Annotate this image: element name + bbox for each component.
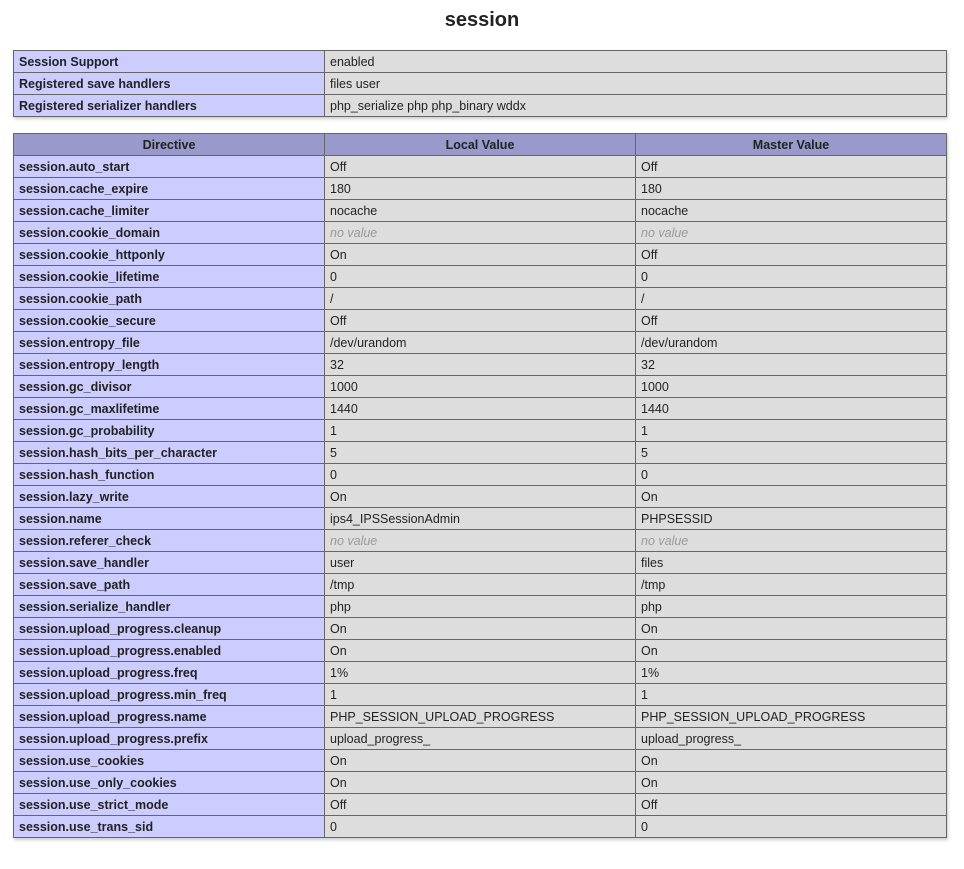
local-value-column-header: Local Value xyxy=(325,134,636,156)
directive-master-value: Off xyxy=(636,244,947,266)
directive-local-value xyxy=(325,222,636,244)
directive-name: session.cookie_path xyxy=(14,288,325,310)
directive-local-value: On xyxy=(325,618,636,640)
support-row xyxy=(14,51,947,73)
directive-local-value: ips4_IPSSessionAdmin xyxy=(325,508,636,530)
directive-name: session.use_cookies xyxy=(14,750,325,772)
directive-row xyxy=(14,376,947,398)
support-label: Registered save handlers xyxy=(14,73,325,95)
directive-name: session.gc_divisor xyxy=(14,376,325,398)
directive-local-value: 0 xyxy=(325,816,636,838)
directive-local-value: 1 xyxy=(325,420,636,442)
directive-row xyxy=(14,420,947,442)
directive-name: session.name xyxy=(14,508,325,530)
directive-master-value: PHPSESSID xyxy=(636,508,947,530)
directive-local-value xyxy=(325,530,636,552)
directive-name: session.hash_bits_per_character xyxy=(14,442,325,464)
directive-row xyxy=(14,662,947,684)
directive-master-value: php xyxy=(636,596,947,618)
directive-row xyxy=(14,640,947,662)
directive-master-value: 1% xyxy=(636,662,947,684)
directive-name: session.referer_check xyxy=(14,530,325,552)
directive-name: session.upload_progress.name xyxy=(14,706,325,728)
page-title: session xyxy=(444,9,520,31)
no-value-placeholder: no value xyxy=(641,225,689,240)
directive-name: session.upload_progress.cleanup xyxy=(14,618,325,640)
directive-master-value: 0 xyxy=(636,266,947,288)
directive-row xyxy=(14,332,947,354)
directive-local-value: Off xyxy=(325,794,636,816)
directive-name: session.gc_maxlifetime xyxy=(14,398,325,420)
no-value-placeholder: no value xyxy=(641,533,689,548)
directive-master-value: nocache xyxy=(636,200,947,222)
directive-master-value: / xyxy=(636,288,947,310)
directive-master-value: On xyxy=(636,618,947,640)
directive-local-value: On xyxy=(325,486,636,508)
directive-name: session.upload_progress.min_freq xyxy=(14,684,325,706)
directive-master-value xyxy=(636,530,947,552)
directive-master-value: upload_progress_ xyxy=(636,728,947,750)
directive-row xyxy=(14,728,947,750)
directive-row xyxy=(14,178,947,200)
directive-local-value: 32 xyxy=(325,354,636,376)
support-value: enabled xyxy=(325,51,947,73)
directive-row xyxy=(14,354,947,376)
directive-name: session.save_handler xyxy=(14,552,325,574)
directive-name: session.cookie_httponly xyxy=(14,244,325,266)
directive-name: session.use_only_cookies xyxy=(14,772,325,794)
directive-local-value: upload_progress_ xyxy=(325,728,636,750)
directive-master-value: /tmp xyxy=(636,574,947,596)
directive-local-value: 1% xyxy=(325,662,636,684)
directive-master-value: 0 xyxy=(636,816,947,838)
directive-name: session.cache_expire xyxy=(14,178,325,200)
directive-name: session.cookie_domain xyxy=(14,222,325,244)
directive-row xyxy=(14,244,947,266)
directive-row xyxy=(14,288,947,310)
directive-local-value: On xyxy=(325,244,636,266)
directive-master-value: On xyxy=(636,486,947,508)
support-label: Registered serializer handlers xyxy=(14,95,325,117)
directive-row xyxy=(14,222,947,244)
directive-row xyxy=(14,486,947,508)
directive-row xyxy=(14,816,947,838)
directive-master-value: On xyxy=(636,772,947,794)
directive-name: session.auto_start xyxy=(14,156,325,178)
directive-row xyxy=(14,794,947,816)
directive-name: session.save_path xyxy=(14,574,325,596)
directive-master-value: 1440 xyxy=(636,398,947,420)
directive-row xyxy=(14,464,947,486)
directive-row xyxy=(14,398,947,420)
support-label: Session Support xyxy=(14,51,325,73)
directive-row xyxy=(14,530,947,552)
directive-local-value: 0 xyxy=(325,266,636,288)
directive-name: session.cache_limiter xyxy=(14,200,325,222)
support-row xyxy=(14,73,947,95)
directive-row xyxy=(14,508,947,530)
directive-master-value: On xyxy=(636,750,947,772)
directive-name: session.cookie_lifetime xyxy=(14,266,325,288)
directive-master-value: 180 xyxy=(636,178,947,200)
session-support-table xyxy=(13,50,947,117)
directive-local-value: 1000 xyxy=(325,376,636,398)
directive-name: session.lazy_write xyxy=(14,486,325,508)
directive-local-value: 1 xyxy=(325,684,636,706)
support-value: php_serialize php php_binary wddx xyxy=(325,95,947,117)
directive-local-value: On xyxy=(325,640,636,662)
directive-name: session.use_strict_mode xyxy=(14,794,325,816)
directive-local-value: / xyxy=(325,288,636,310)
directive-master-value xyxy=(636,222,947,244)
directive-local-value: 0 xyxy=(325,464,636,486)
directive-name: session.hash_function xyxy=(14,464,325,486)
directive-row xyxy=(14,750,947,772)
directive-local-value: /dev/urandom xyxy=(325,332,636,354)
directive-master-value: 1 xyxy=(636,420,947,442)
directive-name: session.gc_probability xyxy=(14,420,325,442)
directive-name: session.cookie_secure xyxy=(14,310,325,332)
directive-master-value: 0 xyxy=(636,464,947,486)
support-value: files user xyxy=(325,73,947,95)
directive-master-value: Off xyxy=(636,310,947,332)
directive-local-value: Off xyxy=(325,156,636,178)
directive-name: session.upload_progress.freq xyxy=(14,662,325,684)
session-directives-table xyxy=(13,133,947,838)
directive-name: session.upload_progress.enabled xyxy=(14,640,325,662)
directive-master-value: PHP_SESSION_UPLOAD_PROGRESS xyxy=(636,706,947,728)
directive-column-header: Directive xyxy=(14,134,325,156)
directive-name: session.entropy_file xyxy=(14,332,325,354)
directive-local-value: 180 xyxy=(325,178,636,200)
directive-local-value: Off xyxy=(325,310,636,332)
directive-master-value: files xyxy=(636,552,947,574)
directive-local-value: nocache xyxy=(325,200,636,222)
master-value-column-header: Master Value xyxy=(636,134,947,156)
directive-master-value: 32 xyxy=(636,354,947,376)
support-row xyxy=(14,95,947,117)
directive-row xyxy=(14,706,947,728)
directive-row xyxy=(14,574,947,596)
directive-row xyxy=(14,772,947,794)
directive-row xyxy=(14,618,947,640)
directive-master-value: 5 xyxy=(636,442,947,464)
directive-master-value: /dev/urandom xyxy=(636,332,947,354)
directive-local-value: php xyxy=(325,596,636,618)
no-value-placeholder: no value xyxy=(330,225,378,240)
directive-name: session.use_trans_sid xyxy=(14,816,325,838)
directive-local-value: /tmp xyxy=(325,574,636,596)
directive-local-value: On xyxy=(325,750,636,772)
directive-row xyxy=(14,596,947,618)
directive-local-value: 1440 xyxy=(325,398,636,420)
directive-master-value: Off xyxy=(636,794,947,816)
directive-master-value: On xyxy=(636,640,947,662)
directive-row xyxy=(14,442,947,464)
directive-local-value: 5 xyxy=(325,442,636,464)
directive-local-value: On xyxy=(325,772,636,794)
directive-row xyxy=(14,552,947,574)
directive-local-value: PHP_SESSION_UPLOAD_PROGRESS xyxy=(325,706,636,728)
directive-row xyxy=(14,156,947,178)
directive-master-value: 1000 xyxy=(636,376,947,398)
directive-name: session.serialize_handler xyxy=(14,596,325,618)
directive-name: session.upload_progress.prefix xyxy=(14,728,325,750)
no-value-placeholder: no value xyxy=(330,533,378,548)
directive-row xyxy=(14,200,947,222)
directive-master-value: 1 xyxy=(636,684,947,706)
directive-local-value: user xyxy=(325,552,636,574)
directive-name: session.entropy_length xyxy=(14,354,325,376)
directive-row xyxy=(14,684,947,706)
directive-master-value: Off xyxy=(636,156,947,178)
directive-row xyxy=(14,310,947,332)
directive-row xyxy=(14,266,947,288)
directives-header-row xyxy=(14,134,947,156)
